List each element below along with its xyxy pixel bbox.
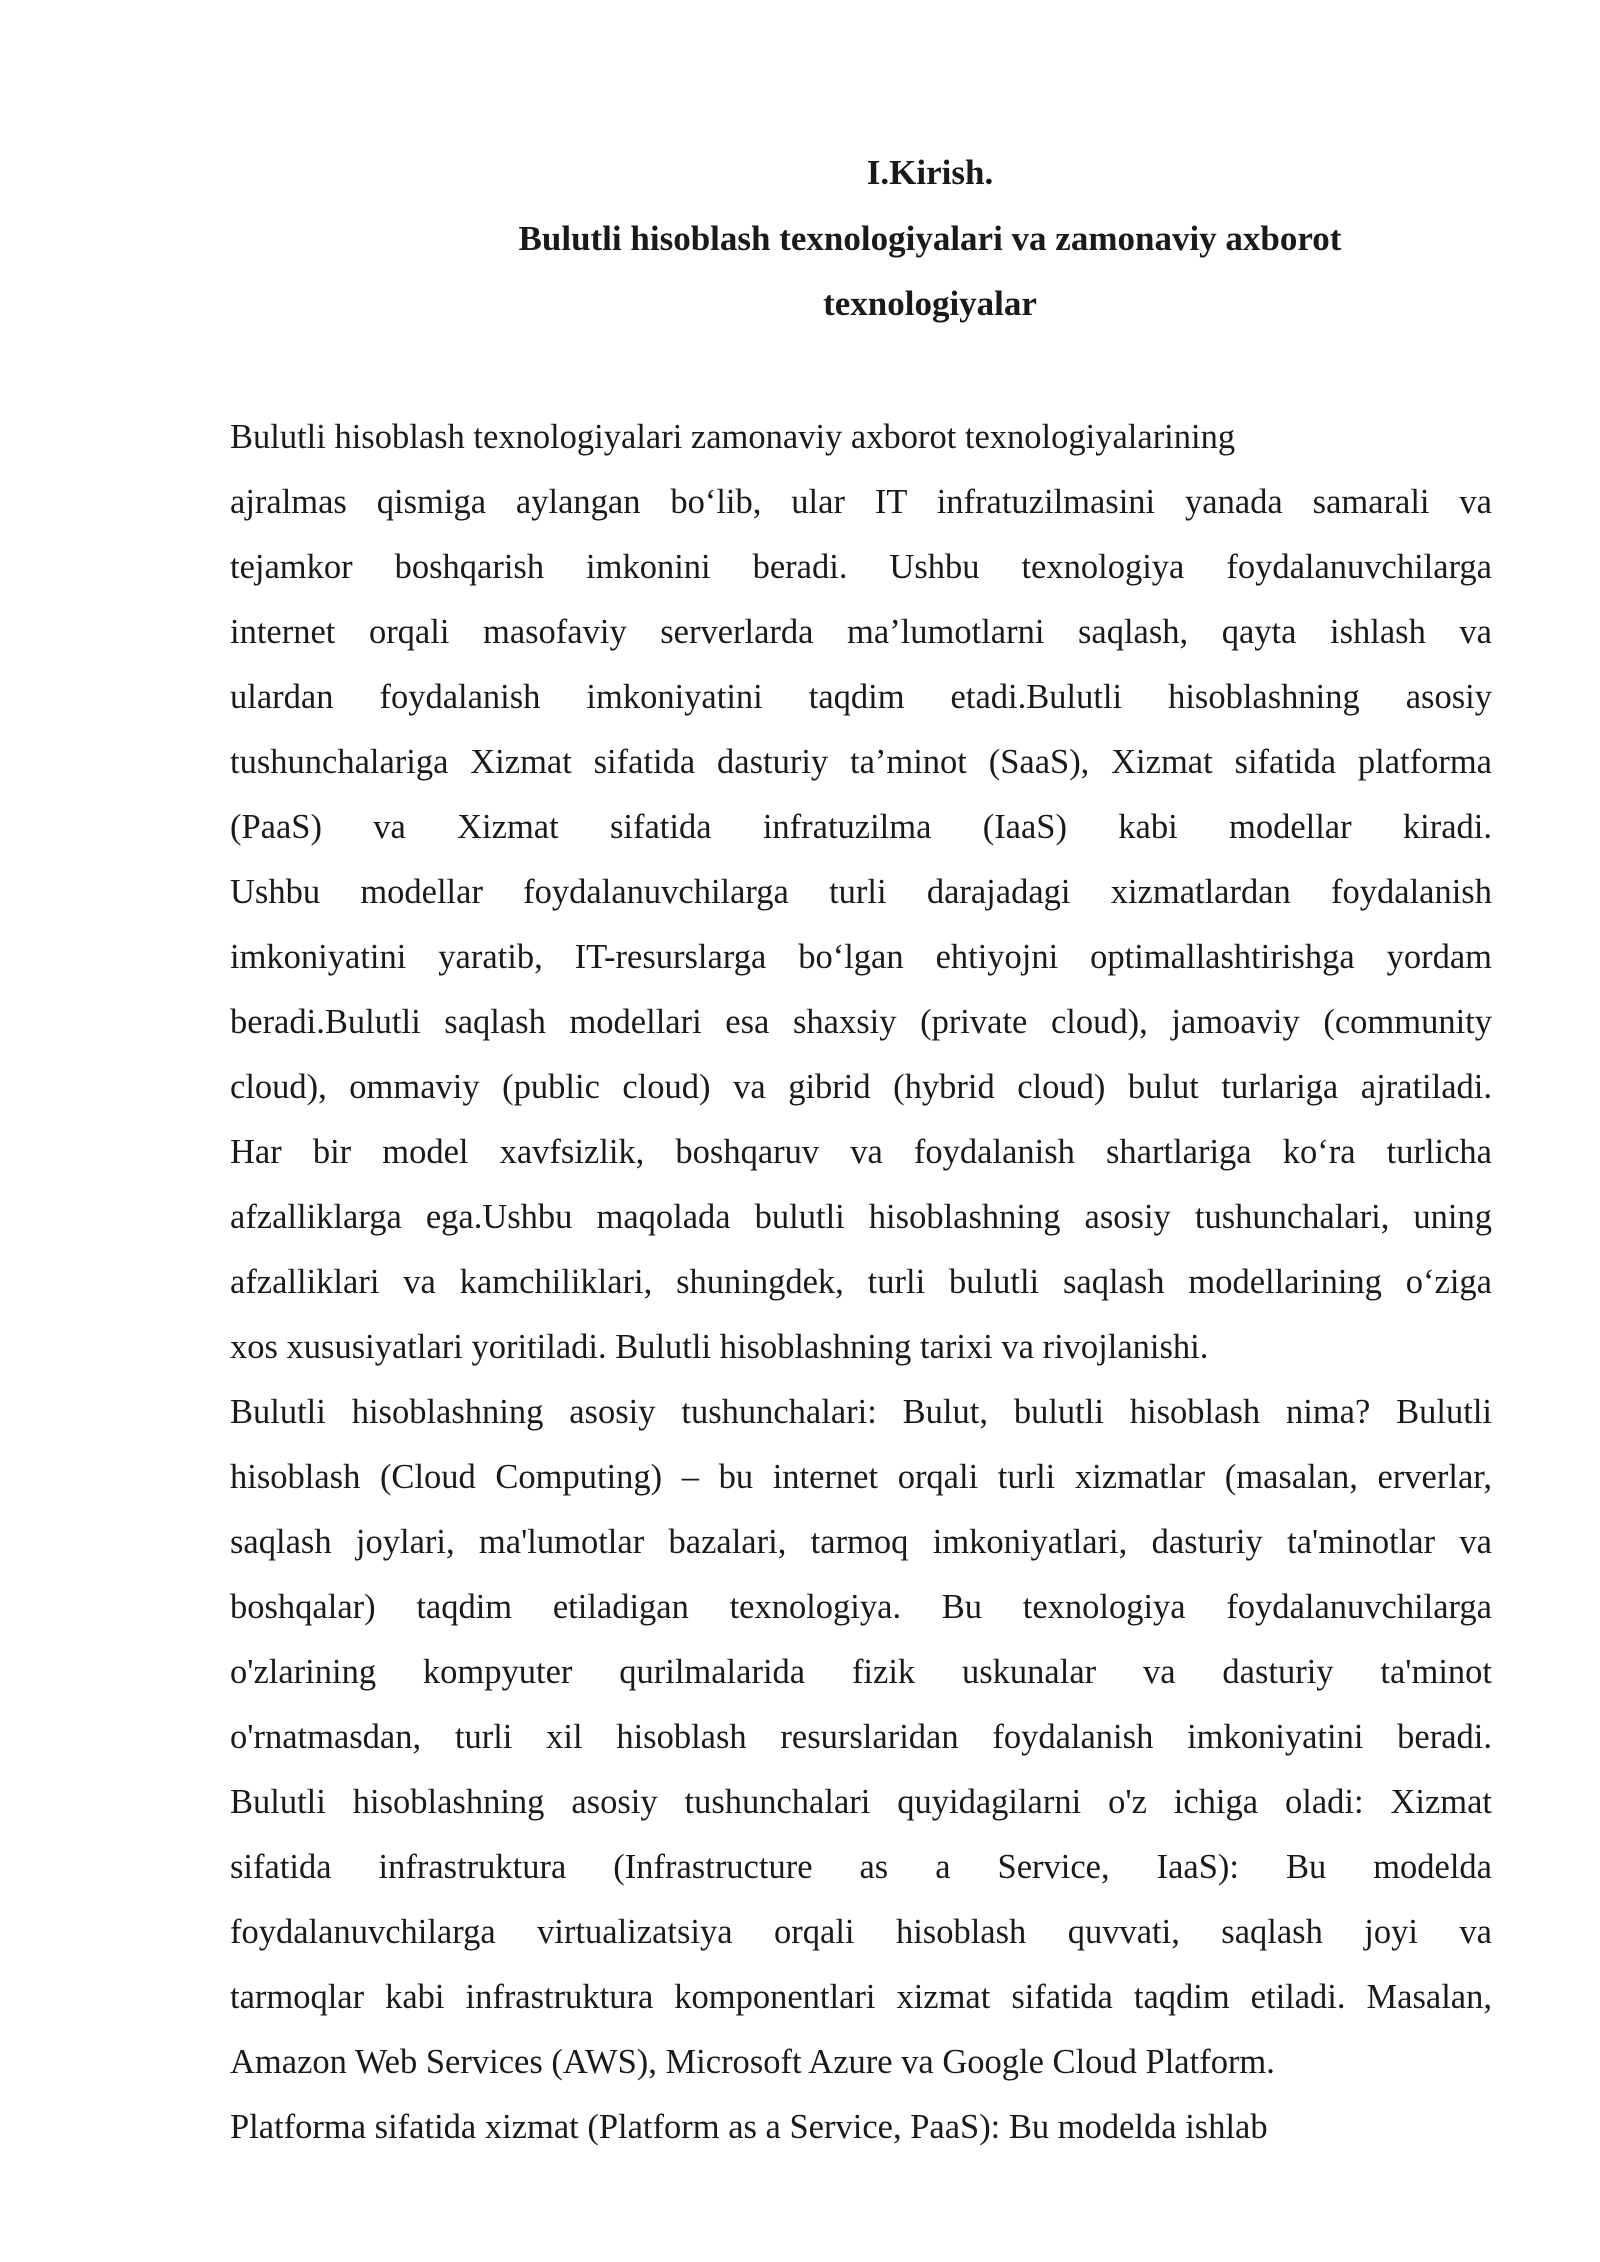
body-line: afzalliklarga ega.Ushbu maqolada bulutli hisoblashning asosiy tushunchalari, uning	[230, 1198, 1492, 1236]
body-line: saqlash joylari, ma'lumotlar bazalari, tarmoq imkoniyatlari, dasturiy ta'minotlar va	[230, 1523, 1492, 1561]
body-line: Amazon Web Services (AWS), Microsoft Azure va Google Cloud Platform.	[230, 2043, 1275, 2081]
body-line: xos xususiyatlari yoritiladi. Bulutli hisoblashning tarixi va rivojlanishi.	[230, 1328, 1209, 1366]
body-line: Ushbu modellar foydalanuvchilarga turli darajadagi xizmatlardan foydalanish	[230, 873, 1492, 911]
body-line: hisoblash (Cloud Computing) – bu internet orqali turli xizmatlar (masalan, erverlar,	[230, 1458, 1492, 1496]
body-line: cloud), ommaviy (public cloud) va gibrid (hybrid cloud) bulut turlariga ajratiladi.	[230, 1068, 1492, 1106]
body-line: internet orqali masofaviy serverlarda ma’lumotlarni saqlash, qayta ishlash va	[230, 613, 1492, 651]
body-line: afzalliklari va kamchiliklari, shuningdek, turli bulutli saqlash modellarining o‘ziga	[230, 1263, 1492, 1301]
body-line: foydalanuvchilarga virtualizatsiya orqali hisoblash quvvati, saqlash joyi va	[230, 1913, 1492, 1951]
body-line: tejamkor boshqarish imkonini beradi. Ushbu texnologiya foydalanuvchilarga	[230, 548, 1492, 586]
title-line-1: Bulutli hisoblash texnologiyalari va zamonaviy axborot	[518, 219, 1342, 258]
body-line: o'zlarining kompyuter qurilmalarida fizik uskunalar va dasturiy ta'minot	[230, 1653, 1492, 1691]
body-line: ajralmas qismiga aylangan bo‘lib, ular IT infratuzilmasini yanada samarali va	[230, 483, 1492, 521]
body-line: o'rnatmasdan, turli xil hisoblash resurslaridan foydalanish imkoniyatini beradi.	[230, 1718, 1492, 1756]
body-line: tarmoqlar kabi infrastruktura komponentlari xizmat sifatida taqdim etiladi. Masalan,	[230, 1978, 1492, 2016]
title-line-2: texnologiyalar	[823, 284, 1037, 323]
body-line: beradi.Bulutli saqlash modellari esa shaxsiy (private cloud), jamoaviy (community	[230, 1003, 1492, 1041]
body-line: Bulutli hisoblashning asosiy tushunchalari: Bulut, bulutli hisoblash nima? Bulutli	[230, 1393, 1492, 1431]
body-line: tushunchalariga Xizmat sifatida dasturiy ta’minot (SaaS), Xizmat sifatida platforma	[230, 743, 1492, 781]
body-line: imkoniyatini yaratib, IT-resurslarga bo‘lgan ehtiyojni optimallashtirishga yordam	[230, 938, 1492, 976]
body-line: Bulutli hisoblashning asosiy tushunchalari quyidagilarni o'z ichiga oladi: Xizmat	[230, 1783, 1492, 1821]
body-line: Har bir model xavfsizlik, boshqaruv va foydalanish shartlariga ko‘ra turlicha	[230, 1133, 1492, 1171]
body-line: Bulutli hisoblash texnologiyalari zamonaviy axborot texnologiyalarining	[230, 418, 1236, 456]
body-line: sifatida infrastruktura (Infrastructure as a Service, IaaS): Bu modelda	[230, 1848, 1492, 1886]
body-line: (PaaS) va Xizmat sifatida infratuzilma (IaaS) kabi modellar kiradi.	[230, 808, 1492, 846]
section-heading: I.Kirish.	[866, 153, 994, 192]
body-line: boshqalar) taqdim etiladigan texnologiya. Bu texnologiya foydalanuvchilarga	[230, 1588, 1492, 1626]
body-line: ulardan foydalanish imkoniyatini taqdim etadi.Bulutli hisoblashning asosiy	[230, 678, 1492, 716]
body-line: Platforma sifatida xizmat (Platform as a Service, PaaS): Bu modelda ishlab	[230, 2108, 1268, 2146]
